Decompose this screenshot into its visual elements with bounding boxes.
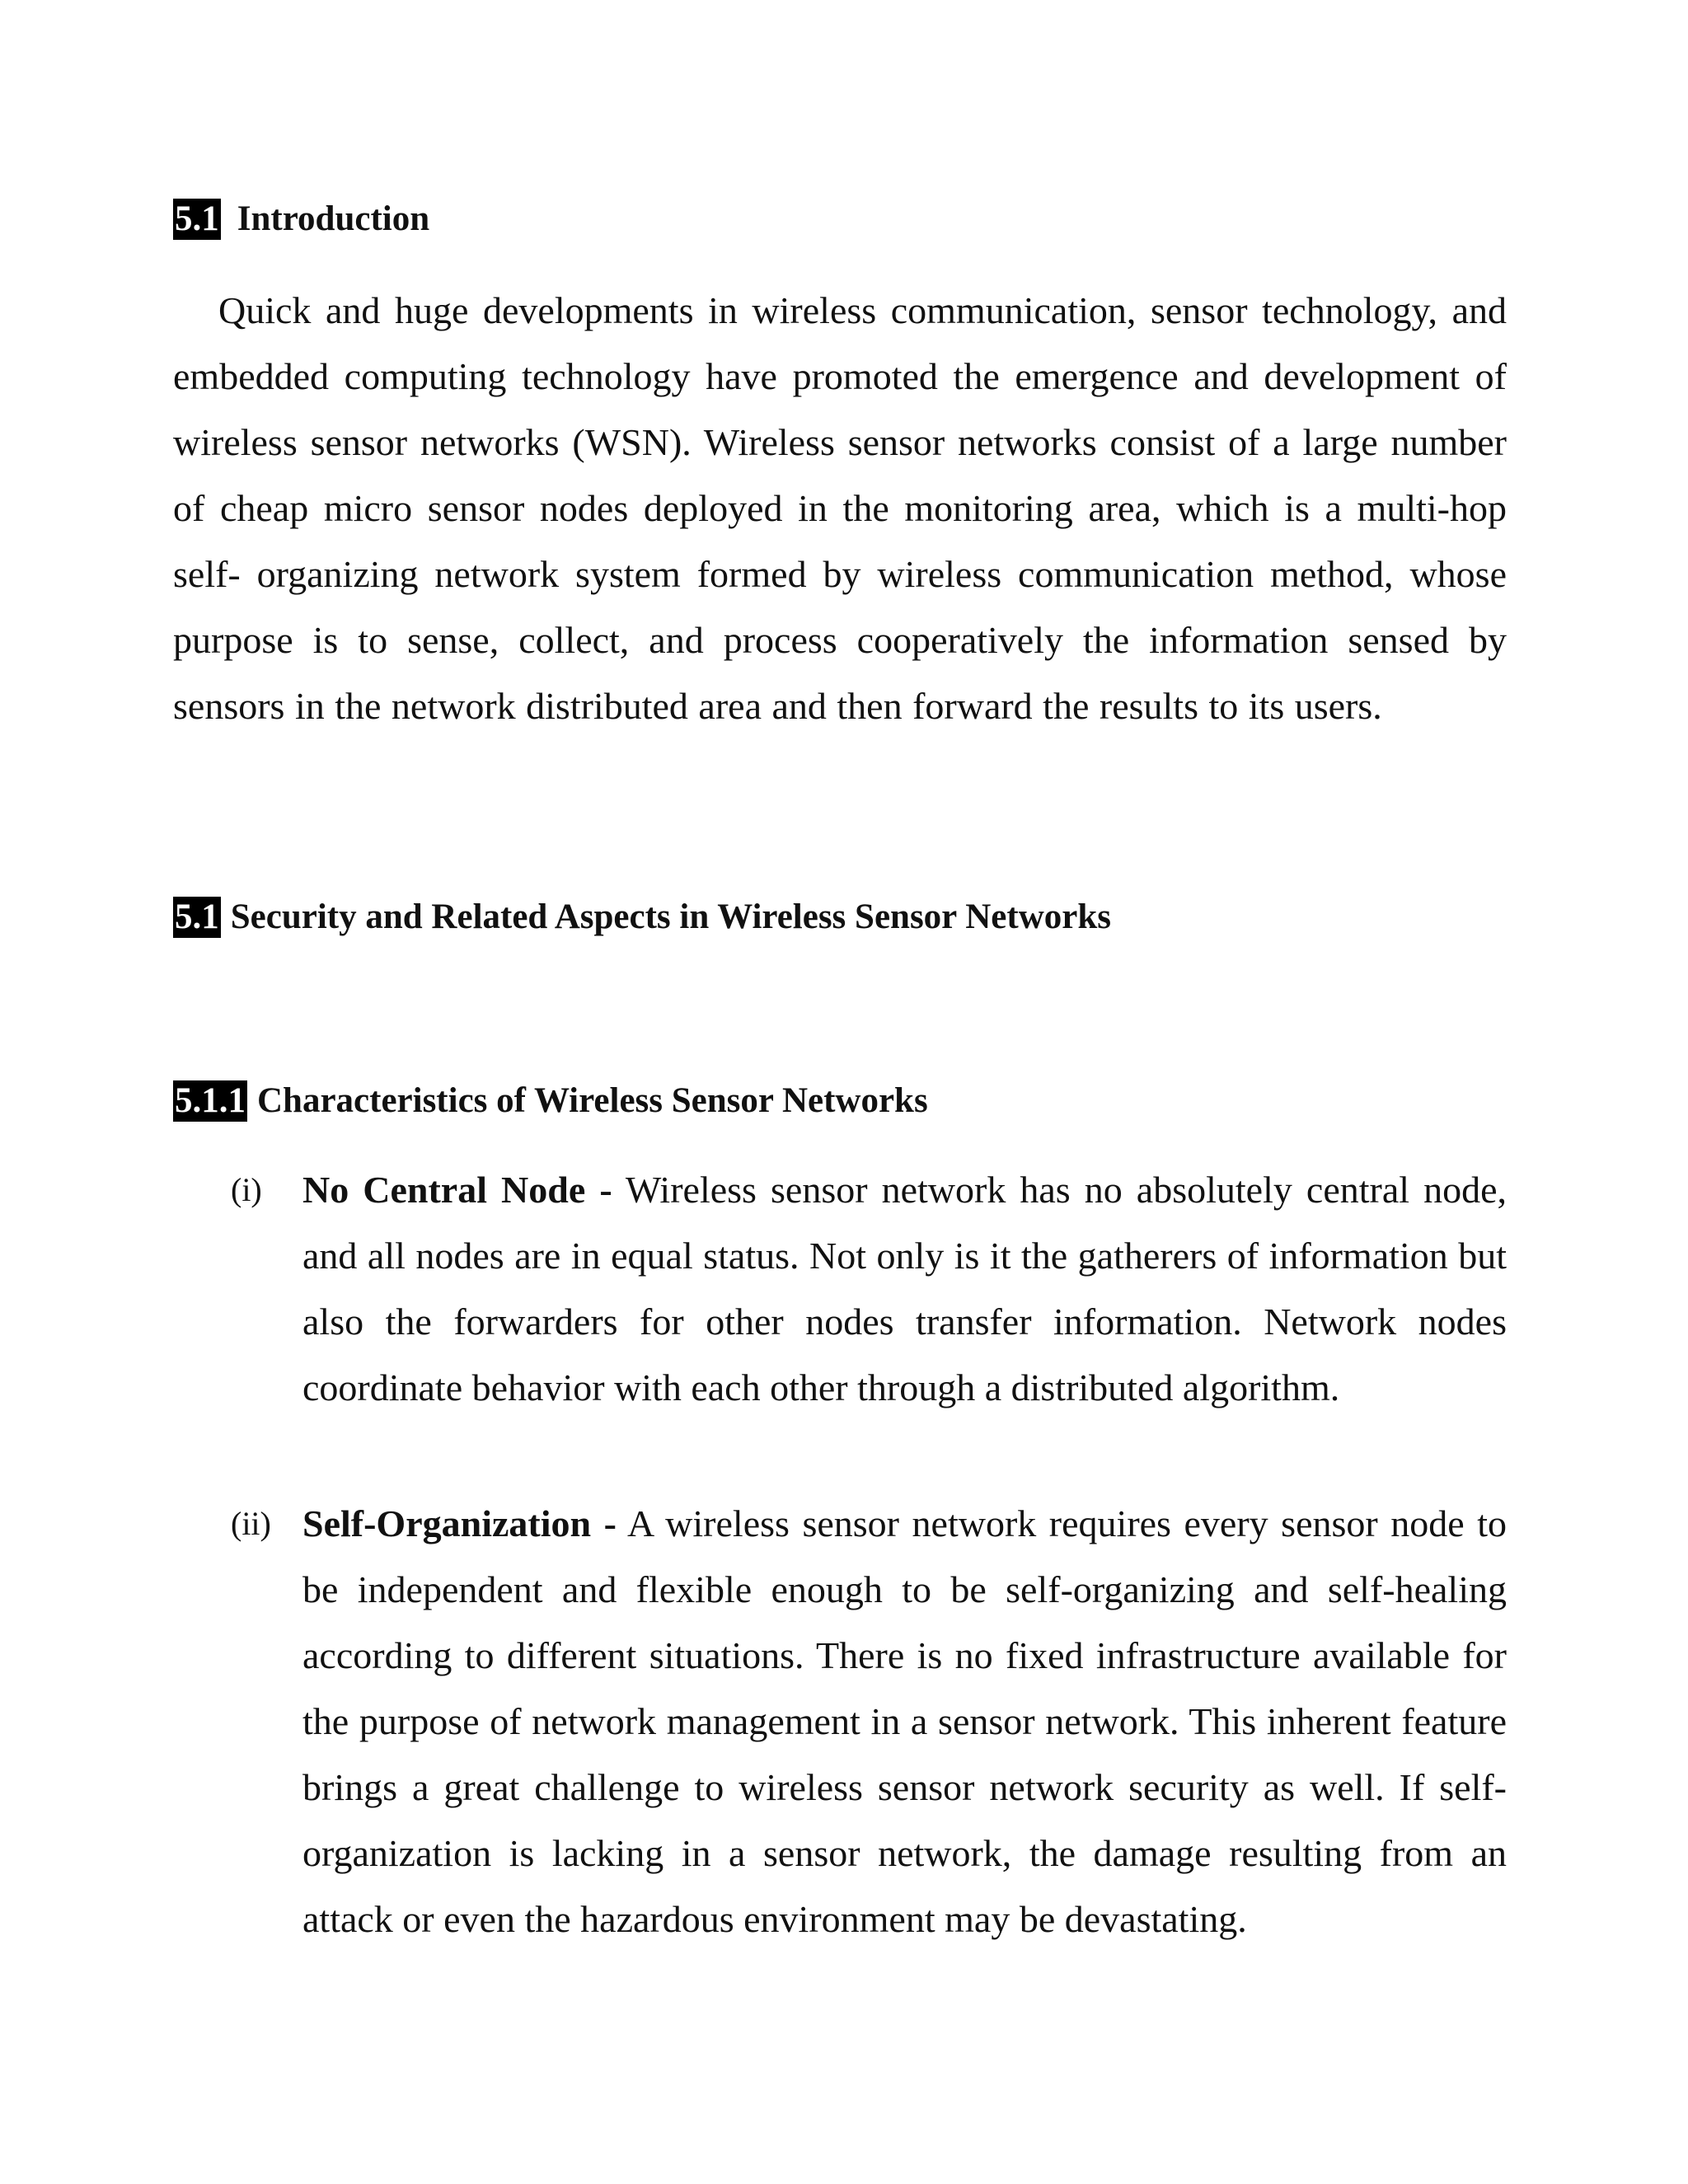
subsection-title: Characteristics of Wireless Sensor Networks [257, 1081, 928, 1120]
list-item-text: Wireless sensor network has no absolutely central node, and all nodes are in equal status. Not only is it the gatherers of information but also the forwarders for other nodes transfer information. Network nodes coordinate behavior with each other through a distributed algorithm. [302, 1169, 1507, 1408]
section-title: Security and Related Aspects in Wireless Sensor Networks [230, 898, 1111, 936]
section-heading-security [173, 896, 1111, 939]
list-item [173, 1491, 1507, 1952]
subsection-heading-characteristics [173, 1080, 928, 1122]
list-item-term: Self-Organization - [302, 1502, 617, 1544]
section-number: 5.1 [175, 199, 219, 238]
subsection-number: 5.1.1 [175, 1081, 246, 1120]
list-item-text: A wireless sensor network requires every sensor node to be independent and flexible enough to be self-organizing and self-healing according to different situations. There is no fixed infrastructure available for the purpose of network management in a sensor network. This inherent feature brings a great challenge to wireless sensor network security as well. If self-organization is lacking in a sensor network, the damage resulting from an attack or even the hazardous environment may be devastating. [302, 1502, 1507, 1940]
list-marker: (i) [231, 1171, 262, 1208]
list-item-term: No Central Node - [302, 1169, 612, 1211]
section-number: 5.1 [175, 898, 219, 936]
list-marker: (ii) [231, 1505, 271, 1542]
section-heading-introduction [173, 198, 429, 241]
list-item-body [302, 1157, 1507, 1421]
list-item-body [302, 1491, 1507, 1952]
section-title: Introduction [237, 199, 430, 238]
list-item [173, 1157, 1507, 1421]
intro-paragraph: Quick and huge developments in wireless communication, sensor technology, and embedded computing technology have promoted the emergence and development of wireless sensor networks (WSN). Wireless sensor networks consist of a large number of cheap micro sensor nodes deployed in the monitoring area, which is a multi-hop self- organizing network system formed by wireless communication method, whose purpose is to sense, collect, and process cooperatively the information sensed by sensors in the network distributed area and then forward the results to its users. [173, 289, 1507, 727]
